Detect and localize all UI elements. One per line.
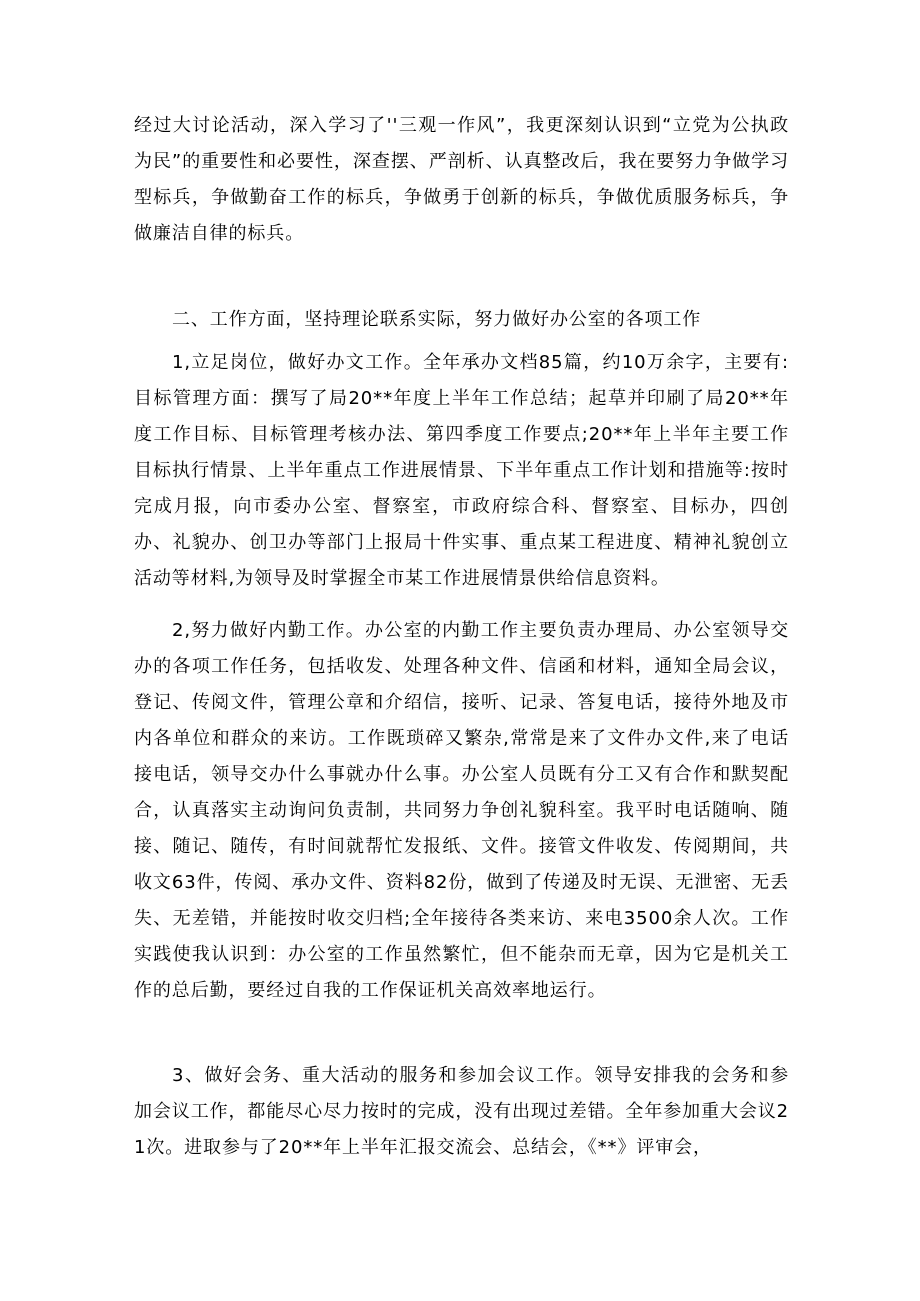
body-paragraph: 2,努力做好内勤工作。办公室的内勤工作主要负责办理局、办公室领导交办的各项工作任务，包括收发、处理各种文件、信函和材料，通知全局会议，登记、传阅文件，管理公章和介绍信，接听、记录、答复电话，接待外地及市内各单位和群众的来访。工作既琐碎又繁杂,常常是来了文件办文件,来了电话接电话，领导交办什么事就办什么事。办公室人员既有分工又有合作和默契配合，认真落实主动询问负责制，共同努力争创礼貌科室。我平时电话随响、随接、随记、随传，有时间就帮忙发报纸、文件。接管文件收发、传阅期间，共收文63件，传阅、承办文件、资料82份，做到了传递及时无误、无泄密、无丢失、无差错，并能按时收交归档;全年接待各类来访、来电3500余人次。工作实践使我认识到：办公室的工作虽然繁忙，但不能杂而无章，因为它是机关工作的总后勤，要经过自我的工作保证机关高效率地运行。 <box>134 620 789 1001</box>
body-paragraph: 1,立足岗位，做好办文工作。全年承办文档85篇，约10万余字，主要有:目标管理方面：撰写了局20**年度上半年工作总结；起草并印刷了局20**年度工作目标、目标管理考核办法、第四季度工作要点;20**年上半年主要工作目标执行情景、上半年重点工作进展情景、下半年重点工作计划和措施等:按时完成月报，向市委办公室、督察室，市政府综合科、督察室、目标办，四创办、礼貌办、创卫办等部门上报局十件实事、重点某工程进度、精神礼貌创立活动等材料,为领导及时掌握全市某工作进展情景供给信息资料。 <box>134 352 789 589</box>
section-heading: 二、工作方面，坚持理论联系实际，努力做好办公室的各项工作 <box>172 309 702 330</box>
body-paragraph: 经过大讨论活动，深入学习了''三观一作风”，我更深刻认识到“立党为公执政为民”的重要性和必要性，深查摆、严剖析、认真整改后，我在要努力争做学习型标兵，争做勤奋工作的标兵，争做勇于创新的标兵，争做优质服务标兵，争做廉洁自律的标兵。 <box>134 115 789 244</box>
body-paragraph: 3、做好会务、重大活动的服务和参加会议工作。领导安排我的会务和参加会议工作，都能尽心尽力按时的完成，没有出现过差错。全年参加重大会议21次。进取参与了20**年上半年汇报交流会、总结会，《**》评审会， <box>134 1065 789 1158</box>
